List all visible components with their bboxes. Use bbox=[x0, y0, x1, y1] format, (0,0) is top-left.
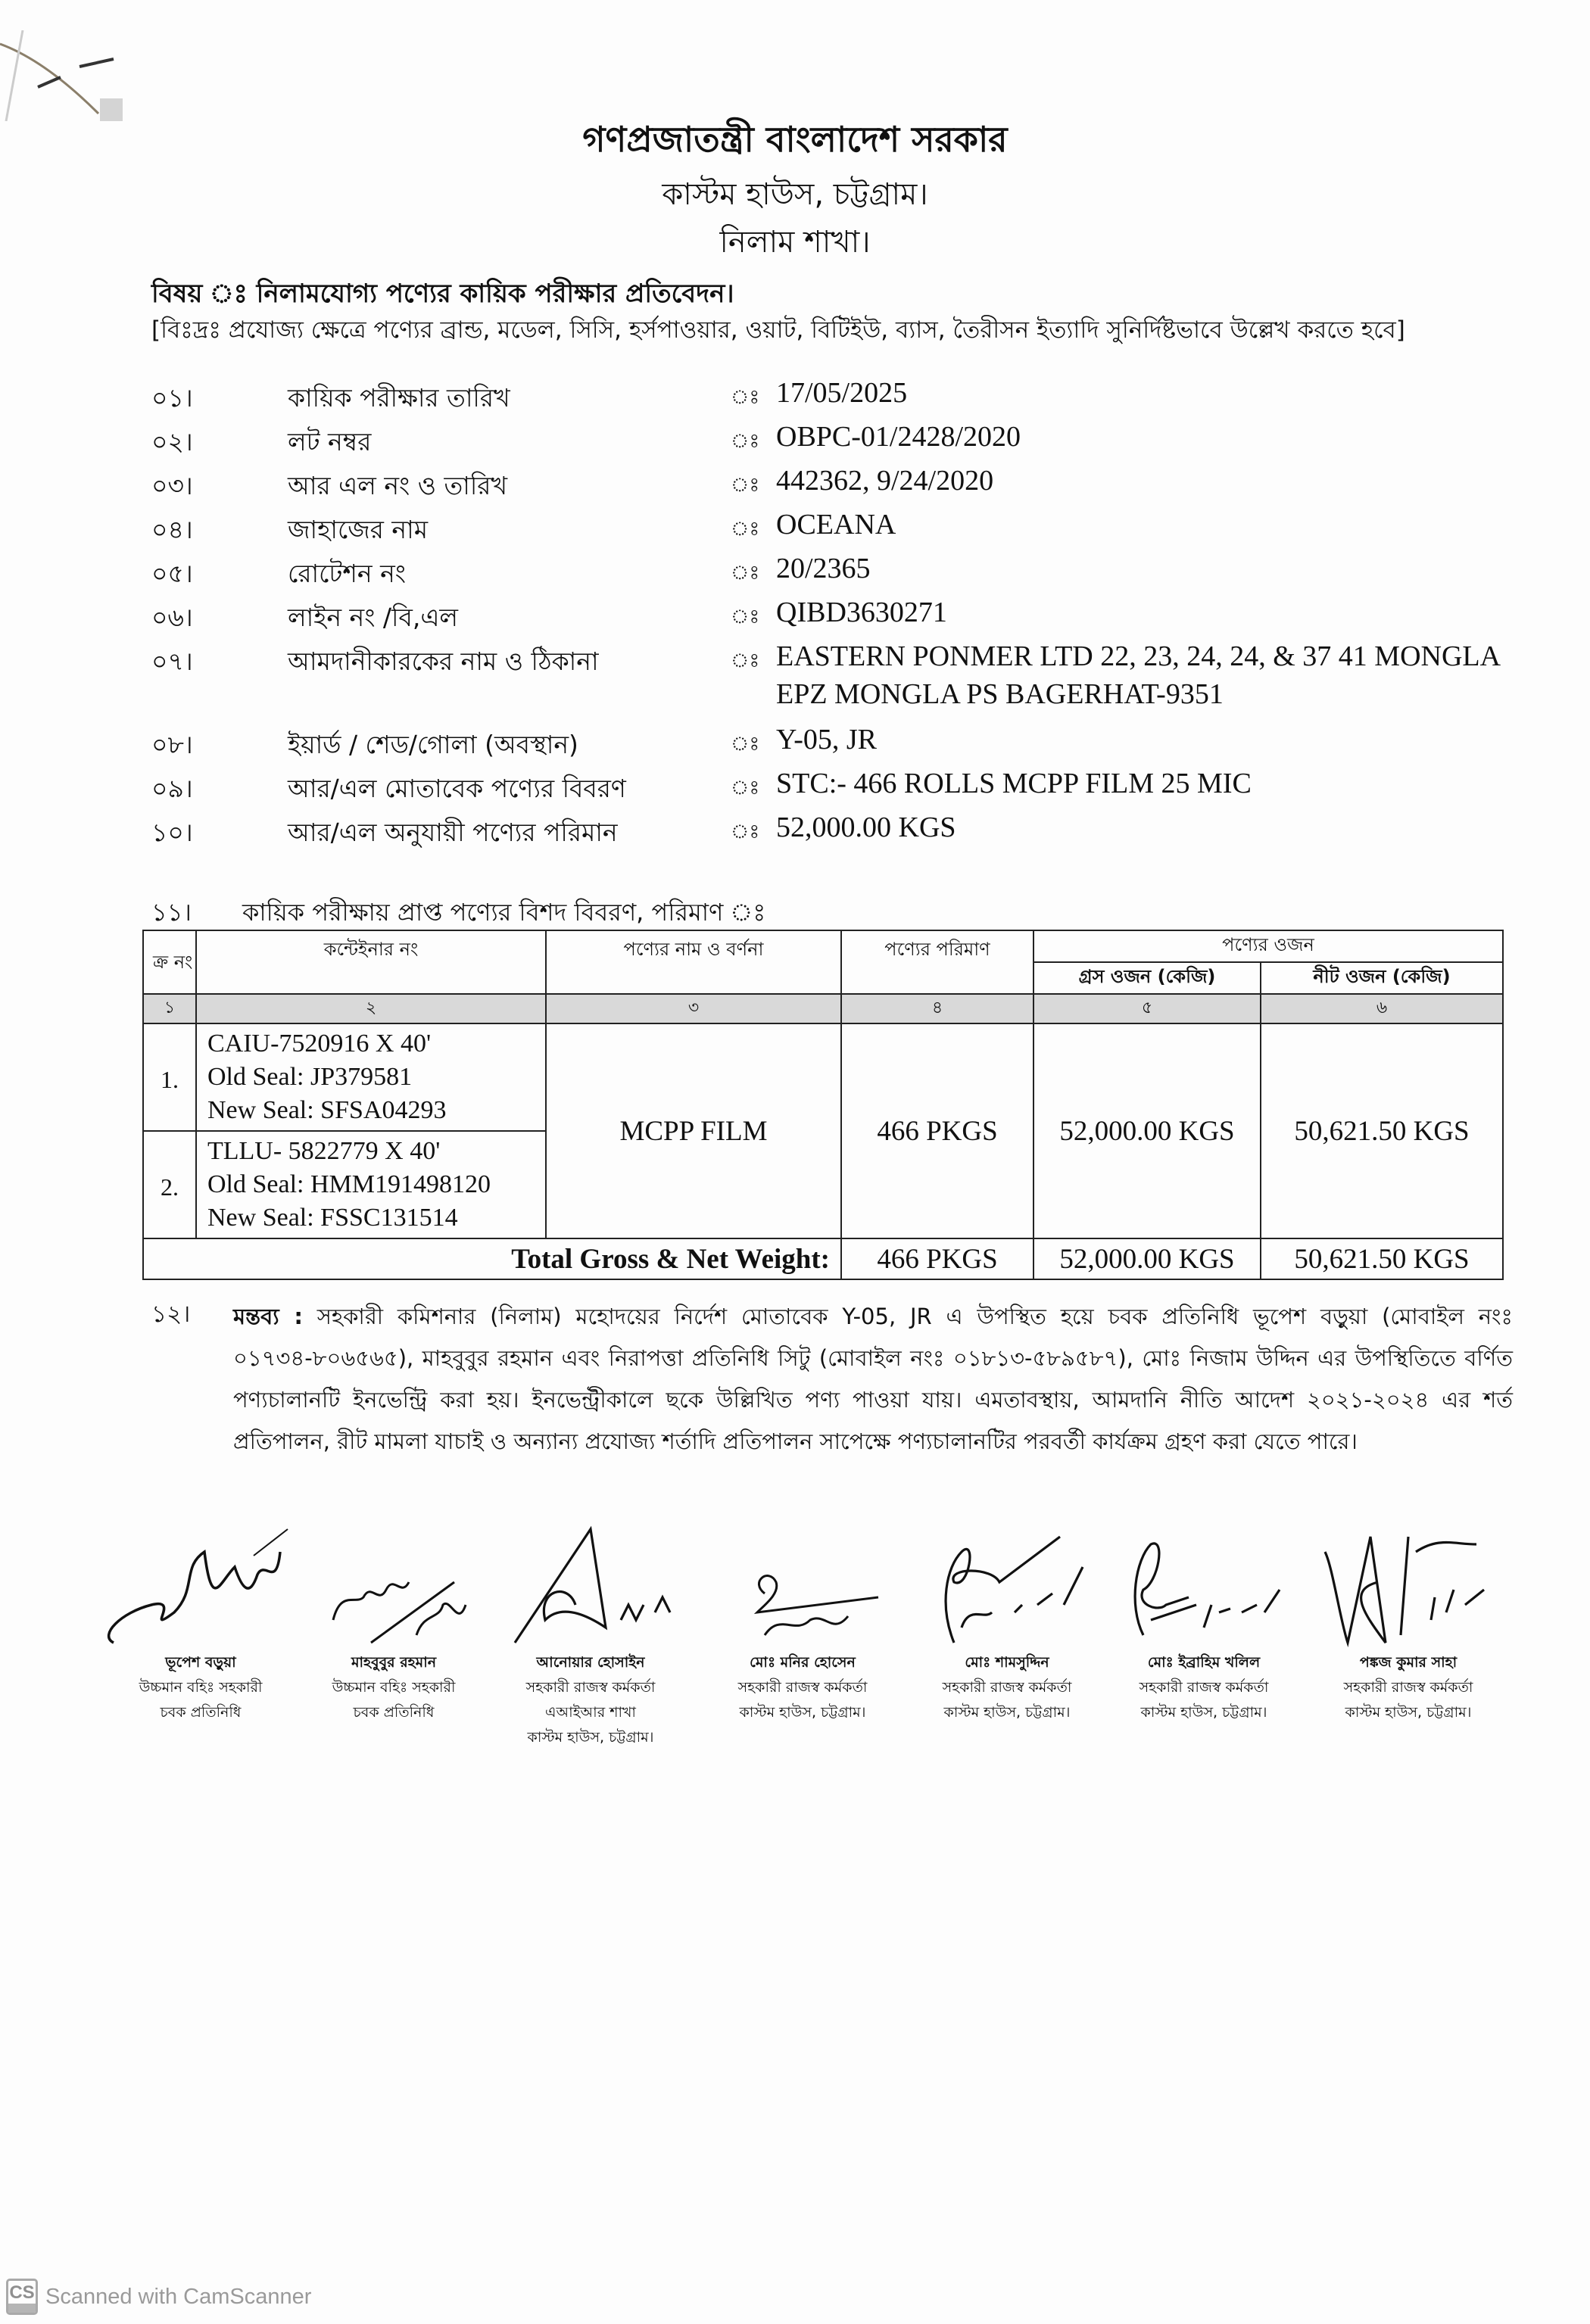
field-number: ০৮। bbox=[151, 730, 193, 759]
field-number: ০১। bbox=[151, 383, 193, 413]
section-title: কায়িক পরীক্ষায় প্রাপ্ত পণ্যের বিশদ বিবরণ, পরিমাণ ঃ bbox=[242, 898, 766, 927]
signatory-name: ভূপেশ বড়ুয়া bbox=[165, 1654, 236, 1671]
field-number: ০২। bbox=[151, 427, 193, 456]
field-label: রোটেশন নং bbox=[288, 559, 406, 588]
field-goods-description bbox=[151, 769, 1514, 813]
section-number: ১১। bbox=[151, 898, 192, 927]
field-value: QIBD3630271 bbox=[776, 597, 947, 628]
field-label: জাহাজের নাম bbox=[288, 515, 429, 544]
column-index-row bbox=[143, 994, 1503, 1023]
signatory-office: কাস্টম হাউস, চট্টগ্রাম। bbox=[739, 1704, 866, 1721]
signatory-title: সহকারী রাজস্ব কর্মকর্তা bbox=[1139, 1679, 1269, 1696]
field-number: ০৩। bbox=[151, 471, 193, 500]
field-number: ০৪। bbox=[151, 515, 193, 544]
signatory-office: চবক প্রতিনিধি bbox=[160, 1704, 242, 1721]
header-container: কন্টেইনার নং bbox=[196, 930, 546, 994]
field-value: Y-05, JR bbox=[776, 724, 878, 755]
signature-block bbox=[98, 1522, 1522, 1749]
office-heading: কাস্টম হাউস, চট্টগ্রাম। bbox=[662, 177, 928, 212]
net-weight-cell: 50,621.50 KGS bbox=[1261, 1023, 1503, 1238]
field-goods-quantity bbox=[151, 813, 1514, 857]
signatory-office: কাস্টম হাউস, চট্টগ্রাম। bbox=[1345, 1704, 1472, 1721]
column-index: ৩ bbox=[546, 994, 841, 1023]
column-index: ২ bbox=[196, 994, 546, 1023]
field-number: ০৭। bbox=[151, 646, 193, 676]
field-lot-number bbox=[151, 422, 1514, 466]
header-net-weight: নীট ওজন (কেজি) bbox=[1261, 962, 1503, 994]
header-weight: পণ্যের ওজন bbox=[1034, 930, 1503, 962]
field-separator: ঃ bbox=[731, 430, 760, 453]
row-serial: 2. bbox=[143, 1131, 196, 1238]
signatory-office: এআইআর শাখা bbox=[545, 1704, 636, 1721]
signatory-name: পঙ্কজ কুমার সাহা bbox=[1359, 1654, 1458, 1671]
field-separator: ঃ bbox=[731, 650, 760, 672]
field-number: ০৬। bbox=[151, 603, 193, 632]
signatory-office-2: কাস্টম হাউস, চট্টগ্রাম। bbox=[527, 1729, 654, 1746]
remarks-label: মন্তব্য : bbox=[233, 1304, 303, 1329]
field-value: OCEANA bbox=[776, 509, 896, 541]
signature-icon bbox=[909, 1522, 1105, 1650]
signatory-title: সহকারী রাজস্ব কর্মকর্তা bbox=[737, 1679, 868, 1696]
signatory-title: সহকারী রাজস্ব কর্মকর্তা bbox=[942, 1679, 1072, 1696]
remarks-paragraph bbox=[233, 1296, 1513, 1463]
field-yard-location bbox=[151, 725, 1514, 769]
field-label: কায়িক পরীক্ষার তারিখ bbox=[288, 383, 510, 413]
field-line-bl bbox=[151, 598, 1514, 642]
signatory-title: সহকারী রাজস্ব কর্মকর্তা bbox=[525, 1679, 656, 1696]
column-index: ৬ bbox=[1261, 994, 1503, 1023]
signatory bbox=[909, 1522, 1105, 1725]
header-goods-name: পণ্যের নাম ও বর্ণনা bbox=[546, 930, 841, 994]
column-index: ৫ bbox=[1034, 994, 1261, 1023]
signatory bbox=[1105, 1522, 1302, 1725]
field-value: OBPC-01/2428/2020 bbox=[776, 421, 1021, 453]
field-value: STC:- 466 ROLLS MCPP FILM 25 MIC bbox=[776, 768, 1252, 799]
column-index: ১ bbox=[143, 994, 196, 1023]
field-label: আর/এল অনুযায়ী পণ্যের পরিমান bbox=[288, 818, 618, 847]
field-number: ১০। bbox=[151, 818, 193, 847]
field-label: আর/এল মোতাবেক পণ্যের বিবরণ bbox=[288, 774, 626, 803]
signatory-office: চবক প্রতিনিধি bbox=[353, 1704, 435, 1721]
section-number: ১২। bbox=[151, 1301, 191, 1328]
container-number: CAIU-7520916 X 40' bbox=[207, 1030, 432, 1058]
field-separator: ঃ bbox=[731, 474, 760, 497]
new-seal: New Seal: SFSA04293 bbox=[207, 1096, 447, 1124]
field-label: লট নম্বর bbox=[288, 427, 372, 456]
field-value: EASTERN PONMER LTD 22, 23, 24, 24, & 37 41 MONGLA EPZ MONGLA PS BAGERHAT-9351 bbox=[776, 640, 1499, 710]
signatory-title: সহকারী রাজস্ব কর্মকর্তা bbox=[1343, 1679, 1473, 1696]
field-value: 52,000.00 KGS bbox=[776, 812, 956, 843]
container-cell bbox=[196, 1131, 546, 1238]
instruction-note: [বিঃদ্রঃ প্রযোজ্য ক্ষেত্রে পণ্যের ব্রান্ড, মডেল, সিসি, হর্সপাওয়ার, ওয়াট, বিটিইউ, ব্যাস, তৈরীসন ইত্যাদি সুনির্দিষ্টভাবে উল্লেখ করতে হবে] bbox=[151, 316, 1405, 344]
goods-table bbox=[142, 930, 1504, 1280]
signatory-name: আনোয়ার হোসাইন bbox=[536, 1654, 645, 1671]
field-separator: ঃ bbox=[731, 562, 760, 584]
watermark-text: Scanned with CamScanner bbox=[45, 2284, 312, 2309]
field-separator: ঃ bbox=[731, 821, 760, 843]
signatory bbox=[1302, 1522, 1514, 1725]
field-rl-number-date bbox=[151, 466, 1514, 510]
total-gross-weight: 52,000.00 KGS bbox=[1034, 1238, 1261, 1279]
old-seal: Old Seal: HMM191498120 bbox=[207, 1170, 491, 1198]
signatory-name: মোঃ শামসুদ্দিন bbox=[965, 1654, 1049, 1671]
signatory-name: মোঃ মনির হোসেন bbox=[750, 1654, 856, 1671]
field-separator: ঃ bbox=[731, 606, 760, 628]
field-value: 17/05/2025 bbox=[776, 377, 908, 409]
camscanner-watermark bbox=[6, 2279, 311, 2315]
signatory-name: মোঃ ইব্রাহিম খলিল bbox=[1147, 1654, 1261, 1671]
signatory bbox=[98, 1522, 303, 1725]
header-serial: ক্র নং bbox=[143, 930, 196, 994]
field-number: ০৯। bbox=[151, 774, 193, 803]
row-serial: 1. bbox=[143, 1023, 196, 1131]
government-heading: গণপ্রজাতন্ত্রী বাংলাদেশ সরকার bbox=[582, 119, 1008, 160]
goods-name-cell: MCPP FILM bbox=[546, 1023, 841, 1238]
field-label: লাইন নং /বি,এল bbox=[288, 603, 459, 632]
signatory-name: মাহবুবুর রহমান bbox=[351, 1654, 437, 1671]
signatory bbox=[492, 1522, 689, 1750]
signatory-office: কাস্টম হাউস, চট্টগ্রাম। bbox=[943, 1704, 1071, 1721]
field-separator: ঃ bbox=[731, 733, 760, 755]
field-rotation-number bbox=[151, 554, 1514, 598]
signature-icon bbox=[1302, 1522, 1514, 1650]
old-seal: Old Seal: JP379581 bbox=[207, 1063, 413, 1091]
field-label: আমদানীকারকের নাম ও ঠিকানা bbox=[288, 646, 599, 676]
quantity-cell: 466 PKGS bbox=[841, 1023, 1034, 1238]
subject-line: বিষয় ঃ নিলামযোগ্য পণ্যের কায়িক পরীক্ষার প্রতিবেদন। bbox=[151, 279, 734, 309]
signature-icon bbox=[98, 1522, 303, 1650]
total-quantity: 466 PKGS bbox=[841, 1238, 1034, 1279]
container-number: TLLU- 5822779 X 40' bbox=[207, 1137, 441, 1165]
container-cell bbox=[196, 1023, 546, 1131]
field-value: 20/2365 bbox=[776, 553, 871, 584]
column-index: ৪ bbox=[841, 994, 1034, 1023]
signature-icon bbox=[1105, 1522, 1302, 1650]
remarks-text: সহকারী কমিশনার (নিলাম) মহোদয়ের নির্দেশ মোতাবেক Y-05, JR এ উপস্থিত হয়ে চবক প্রতিনিধি ভূপেশ বড়ুয়া (মোবাইল নংঃ ০১৭৩৪-৮০৬৫৬৫), মাহবুবুর রহমান এবং নিরাপত্তা প্রতিনিধি সিটু (মোবাইল নংঃ ০১৮১৩-৫৮৯৫৮৭), মোঃ নিজাম উদ্দিন এর উপস্থিতিতে বর্ণিত পণ্যচালানটি ইনভেন্ট্রি করা হয়। ইনভেন্ট্রীকালে ছকে উল্লিখিত পণ্য পাওয়া যায়। এমতাবস্থায়, আমদানি নীতি আদেশ ২০২১-২০২৪ এর শর্ত প্রতিপালন, রীট মামলা যাচাই ও অন্যান্য প্রযোজ্য শর্তাদি প্রতিপালন সাপেক্ষে পণ্যচালানটির পরবর্তী কার্যক্রম গ্রহণ করা যেতে পারে। bbox=[233, 1304, 1513, 1454]
signatory bbox=[704, 1522, 901, 1725]
total-net-weight: 50,621.50 KGS bbox=[1261, 1238, 1503, 1279]
field-importer bbox=[151, 642, 1514, 725]
signatory-title: উচ্চমান বহিঃ সহকারী bbox=[332, 1679, 456, 1696]
branch-heading: নিলাম শাখা। bbox=[719, 225, 871, 260]
field-number: ০৫। bbox=[151, 559, 193, 588]
total-label: Total Gross & Net Weight: bbox=[143, 1238, 841, 1279]
field-label: আর এল নং ও তারিখ bbox=[288, 471, 508, 500]
inspection-fields bbox=[151, 379, 1514, 857]
field-value: 442362, 9/24/2020 bbox=[776, 465, 994, 497]
new-seal: New Seal: FSSC131514 bbox=[207, 1204, 458, 1232]
signature-icon bbox=[303, 1522, 485, 1650]
total-row bbox=[143, 1238, 1503, 1279]
signatory bbox=[303, 1522, 485, 1725]
signature-icon bbox=[492, 1522, 689, 1650]
header-gross-weight: গ্রস ওজন (কেজি) bbox=[1034, 962, 1261, 994]
field-separator: ঃ bbox=[731, 386, 760, 409]
field-inspection-date bbox=[151, 379, 1514, 422]
field-vessel-name bbox=[151, 510, 1514, 554]
gross-weight-cell: 52,000.00 KGS bbox=[1034, 1023, 1261, 1238]
staple-mark-icon bbox=[0, 30, 129, 121]
signature-icon bbox=[704, 1522, 901, 1650]
table-row bbox=[143, 1023, 1503, 1131]
signatory-title: উচ্চমান বহিঃ সহকারী bbox=[139, 1679, 263, 1696]
camscanner-logo-icon: CS bbox=[6, 2279, 38, 2315]
header-quantity: পণ্যের পরিমাণ bbox=[841, 930, 1034, 994]
field-separator: ঃ bbox=[731, 518, 760, 541]
signatory-office: কাস্টম হাউস, চট্টগ্রাম। bbox=[1140, 1704, 1267, 1721]
field-label: ইয়ার্ড / শেড/গোলা (অবস্থান) bbox=[288, 730, 578, 759]
field-separator: ঃ bbox=[731, 777, 760, 799]
